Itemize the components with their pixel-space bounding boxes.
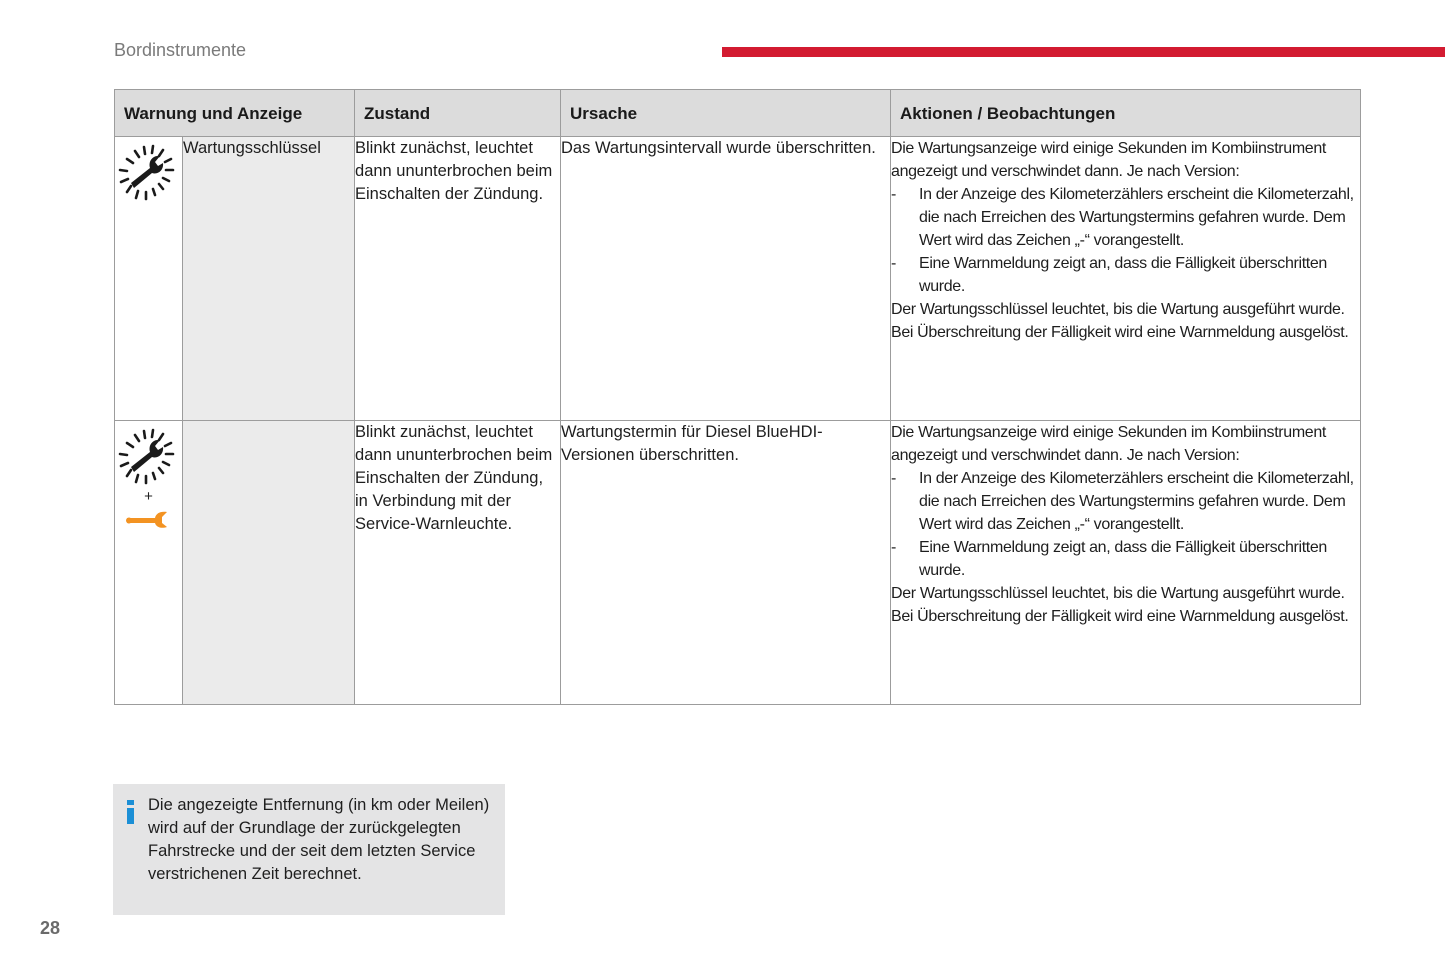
aktionen-note: Bei Überschreitung der Fälligkeit wird eine Warnmeldung ausgelöst.: [891, 324, 1349, 341]
header-accent-bar: [722, 47, 1445, 57]
aktionen-bullet: [891, 183, 1360, 252]
warning-table: [114, 89, 1361, 705]
icon-cell: [115, 137, 183, 421]
bullet-marker: -: [891, 186, 896, 203]
info-icon: [127, 800, 134, 824]
ursache-cell: Wartungstermin für Diesel BlueHDI-Versionen überschritten.: [561, 421, 891, 705]
aktionen-bullet: [891, 467, 1360, 536]
aktionen-note: Der Wartungsschlüssel leuchtet, bis die Wartung ausgeführt wurde.: [891, 585, 1345, 602]
aktionen-intro: Die Wartungsanzeige wird einige Sekunden im Kombiinstrument angezeigt und verschwindet dann. Je nach Version:: [891, 424, 1326, 464]
column-header-ursache: Ursache: [561, 90, 891, 137]
bullet-text: Eine Warnmeldung zeigt an, dass die Fälligkeit überschritten wurde.: [919, 255, 1327, 295]
column-header-warnung: Warnung und Anzeige: [115, 90, 355, 137]
info-text: Die angezeigte Entfernung (in km oder Meilen) wird auf der Grundlage der zurückgelegten Fahrstrecke und der seit dem letzten Service verstrichenen Zeit berechnet.: [148, 796, 490, 883]
bullet-marker: -: [891, 255, 896, 272]
table-row: [115, 421, 1361, 705]
zustand-cell: Blinkt zunächst, leuchtet dann ununterbrochen beim Einschalten der Zündung.: [355, 137, 561, 421]
icon-plus-joiner: +: [144, 488, 153, 505]
bullet-marker: -: [891, 539, 896, 556]
ursache-cell: Das Wartungsintervall wurde überschritten.: [561, 137, 891, 421]
zustand-cell: Blinkt zunächst, leuchtet dann ununterbrochen beim Einschalten der Zündung, in Verbindung mit der Service-Warnleuchte.: [355, 421, 561, 705]
info-box: [113, 784, 505, 915]
bullet-text: Eine Warnmeldung zeigt an, dass die Fälligkeit überschritten wurde.: [919, 539, 1327, 579]
aktionen-intro: Die Wartungsanzeige wird einige Sekunden im Kombiinstrument angezeigt und verschwindet dann. Je nach Version:: [891, 140, 1326, 180]
aktionen-bullet: [891, 252, 1360, 298]
table-row: [115, 137, 1361, 421]
aktionen-note: Bei Überschreitung der Fälligkeit wird eine Warnmeldung ausgelöst.: [891, 608, 1349, 625]
warning-name: Wartungsschlüssel: [183, 137, 355, 421]
aktionen-cell: [891, 137, 1361, 421]
column-header-aktionen: Aktionen / Beobachtungen: [891, 90, 1361, 137]
column-header-zustand: Zustand: [355, 90, 561, 137]
aktionen-note: Der Wartungsschlüssel leuchtet, bis die Wartung ausgeführt wurde.: [891, 301, 1345, 318]
bullet-text: In der Anzeige des Kilometerzählers erscheint die Kilometerzahl, die nach Erreichen des Wartungstermins gefahren wurde. Dem Wert wird das Zeichen „-“ vorangestellt.: [919, 186, 1354, 249]
warning-name: [183, 421, 355, 705]
bullet-marker: -: [891, 470, 896, 487]
service-wrench-icon: [117, 427, 181, 485]
service-wrench-icon: [117, 143, 181, 201]
table-header-row: [115, 90, 1361, 137]
aktionen-cell: [891, 421, 1361, 705]
bullet-text: In der Anzeige des Kilometerzählers erscheint die Kilometerzahl, die nach Erreichen des Wartungstermins gefahren wurde. Dem Wert wird das Zeichen „-“ vorangestellt.: [919, 470, 1354, 533]
section-title: Bordinstrumente: [114, 40, 247, 60]
icon-cell: [115, 421, 183, 705]
service-wrench-orange-icon: [125, 511, 173, 531]
page-number: 28: [40, 918, 61, 938]
aktionen-bullet: [891, 536, 1360, 582]
